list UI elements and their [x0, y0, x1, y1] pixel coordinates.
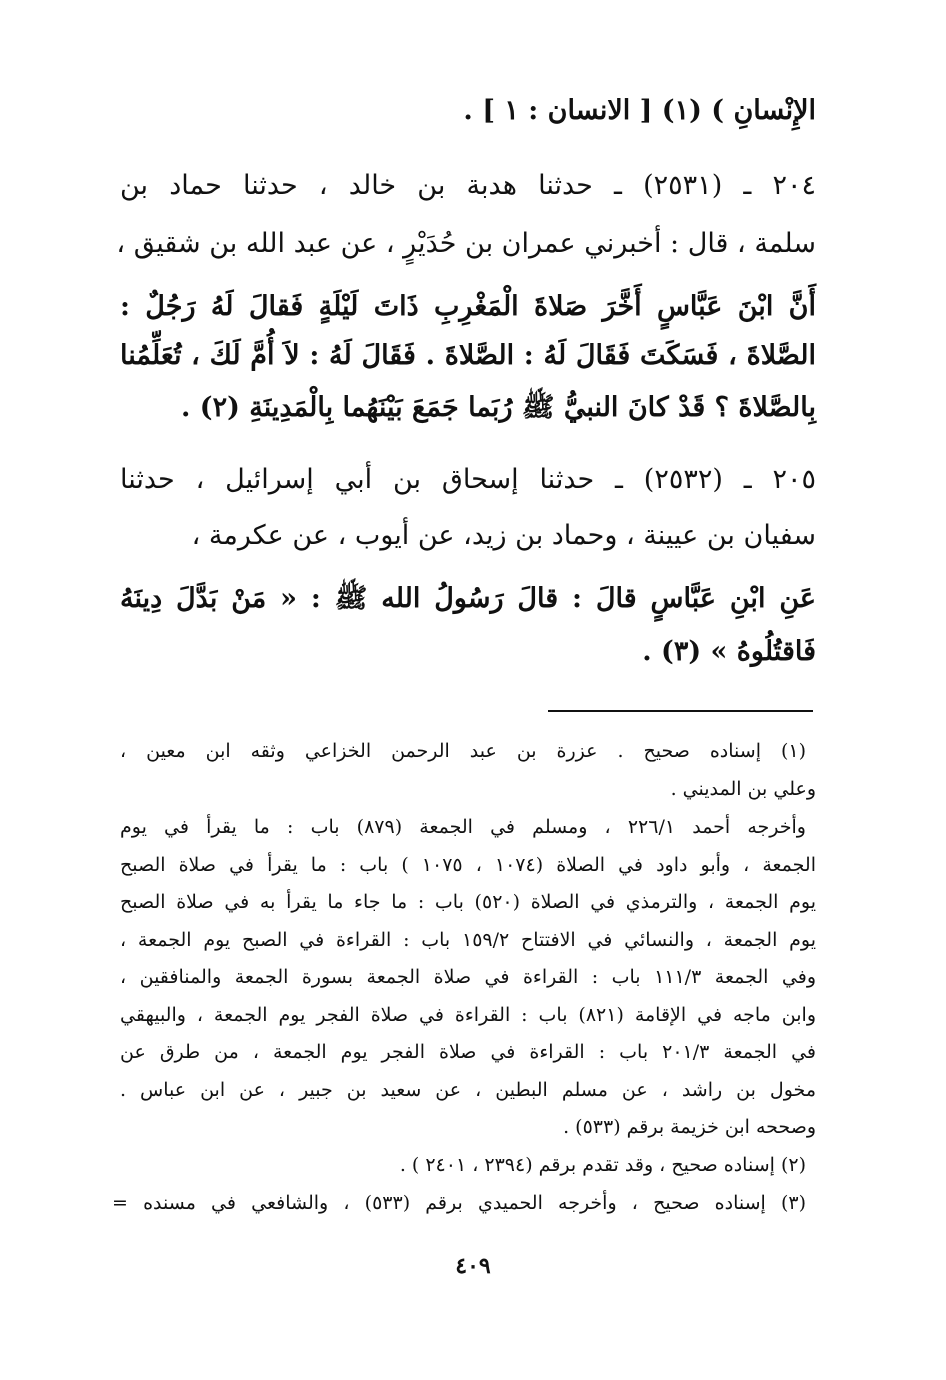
footnote-1-line-2: وعلي بن المديني .: [670, 778, 816, 800]
hadith-204-matn-line-3: بِالصَّلاةَ ؟ قَدْ كانَ النبيُّ ﷺ رُبَما جَمَعَ بَيْنَهُما بِالْمَدِينَةِ (٢) .: [180, 392, 816, 423]
hadith-205-matn-line-1: عَنِ ابْنِ عَبَّاسٍ قالَ : قالَ رَسُولُ الله ﷺ : « مَنْ بَدَّلَ دِينَهُ: [120, 583, 816, 614]
footnote-3: (٣) إسناده صحيح ، وأخرجه الحميدي برقم (٥٣٣) ، والشافعي في مسنده =: [112, 1192, 807, 1214]
hadith-205-isnad-line-2: سفيان بن عيينة ، وحماد بن زيد، عن أيوب ، عن عكرمة ،: [191, 520, 816, 551]
footnote-1-line-7: وفي الجمعة ١١١/٣ باب : القراءة في صلاة الجمعة بسورة الجمعة والمنافقين ،: [120, 966, 817, 988]
hadith-204-matn-line-2: الصَّلاةَ ، فَسَكَتَ فَقَالَ لَهُ : الصَّلاةَ . فَقَالَ لَهُ : لاَ أُمَّ لَكَ ، تُعَلِّمُنا: [120, 340, 816, 371]
footnote-separator: [548, 710, 813, 712]
footnote-1-line-6: يوم الجمعة ، والنسائي في الافتتاح ١٥٩/٢ باب : القراءة في الصبح يوم الجمعة ،: [120, 929, 816, 951]
hadith-204-isnad-line-2: سلمة ، قال : أخبرني عمران بن حُدَيْرٍ ، عن عبد الله بن شقيق ،: [116, 228, 816, 259]
hadith-204-matn-line-1: أَنَّ ابْنَ عَبَّاسٍ أَخَّرَ صَلاةَ الْمَغْرِبِ ذَاتَ لَيْلَةٍ فَقالَ لَهُ رَجُلٌ :: [120, 291, 816, 322]
footnote-1-line-4: الجمعة ، وأبو داود في الصلاة (١٠٧٤ ، ١٠٧٥ ) باب : ما يقرأ في صلاة الصبح: [120, 854, 816, 876]
footnote-1-line-9: في الجمعة ٢٠١/٣ باب : القراءة في صلاة الفجر يوم الجمعة ، من طرق عن: [120, 1041, 816, 1063]
footnote-1-line-1: (١) إسناده صحيح . عزرة بن عبد الرحمن الخزاعي وثقه ابن معين ،: [120, 740, 806, 762]
page-number: ٤٠٩: [455, 1253, 491, 1279]
text-line-1: الإِنْسانِ ) (١) [ الانسان : ١ ] .: [463, 95, 816, 126]
footnote-2: (٢) إسناده صحيح ، وقد تقدم برقم (٢٣٩٤ ، ٢٤٠١ ) .: [399, 1154, 806, 1176]
footnote-1-line-5: يوم الجمعة ، والترمذي في الصلاة (٥٢٠) باب : ما جاء ما يقرأ به في صلاة الصبح: [120, 891, 816, 913]
footnote-1-line-11: وصححه ابن خزيمة برقم (٥٣٣) .: [563, 1116, 816, 1138]
footnote-1-line-10: مخول بن راشد ، عن مسلم البطين ، عن سعيد بن جبير ، عن ابن عباس .: [120, 1079, 816, 1101]
hadith-205-isnad-line-1: ٢٠٥ ـ (٢٥٣٢) ـ حدثنا إسحاق بن أبي إسرائيل ، حدثنا: [120, 464, 816, 495]
footnote-1-line-3: وأخرجه أحمد ٢٢٦/١ ، ومسلم في الجمعة (٨٧٩) باب : ما يقرأ في يوم: [120, 816, 806, 838]
footnote-1-line-8: وابن ماجه في الإقامة (٨٢١) باب : القراءة في صلاة الفجر يوم الجمعة ، والبيهقي: [120, 1004, 817, 1026]
hadith-205-matn-line-2: فَاقتُلُوهُ » (٣) .: [642, 636, 816, 667]
hadith-204-isnad-line-1: ٢٠٤ ـ (٢٥٣١) ـ حدثنا هدبة بن خالد ، حدثنا حماد بن: [120, 170, 817, 201]
